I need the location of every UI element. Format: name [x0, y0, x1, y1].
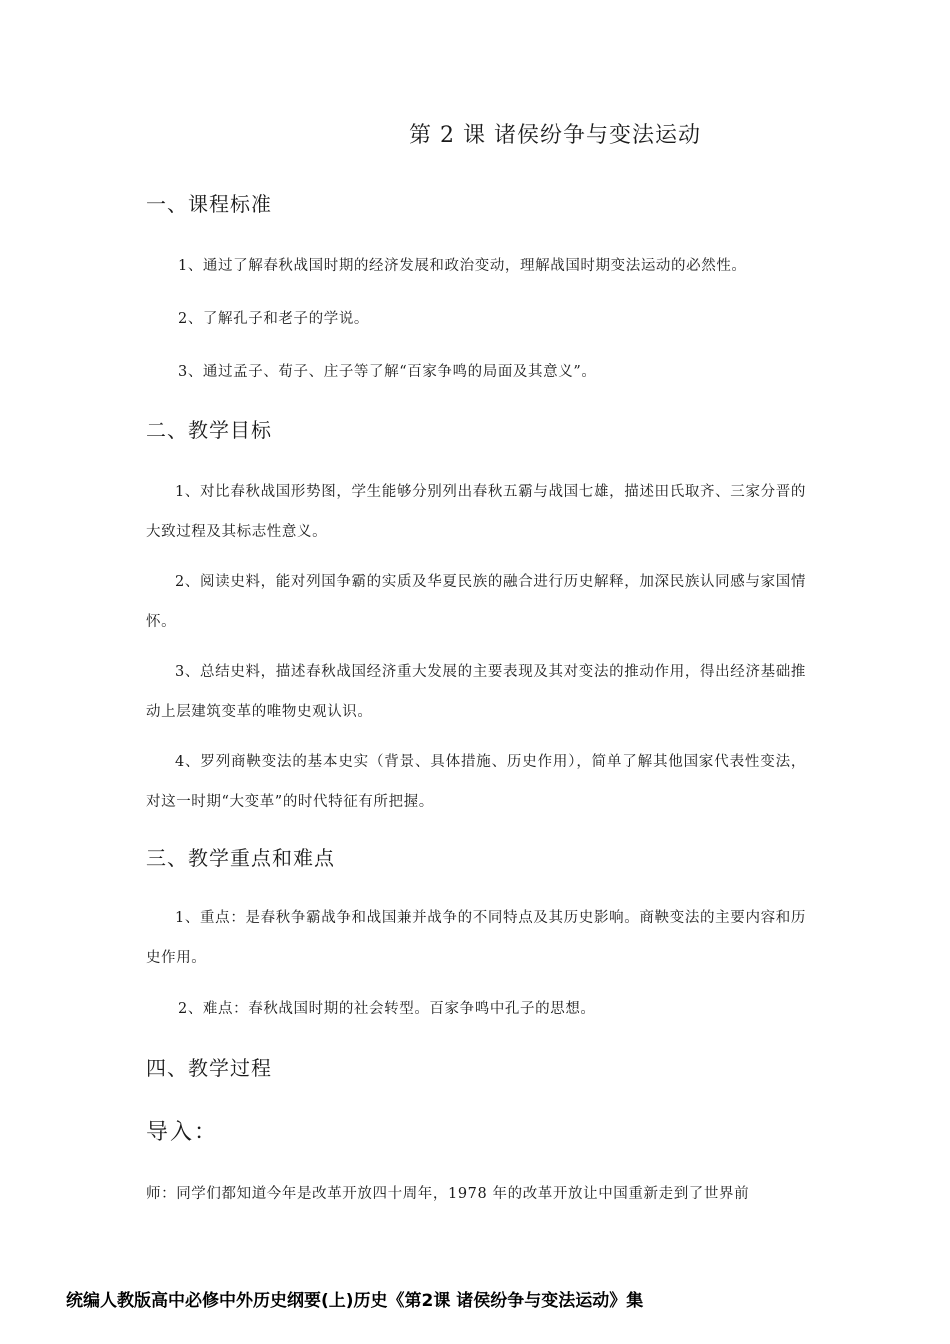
- section-heading-teaching-process: 四、教学过程: [146, 1056, 272, 1080]
- subheading-introduction: 导入：: [146, 1120, 219, 1145]
- footer-caption: 统编人教版高中必修中外历史纲要(上)历史《第2课 诸侯纷争与变法运动》集: [66, 1291, 644, 1311]
- paragraph: 1、对比春秋战国形势图，学生能够分别列出春秋五霸与战国七雄，描述田氏取齐、三家分晋的大致过程及其标志性意义。: [146, 484, 806, 540]
- paragraph: 2、难点：春秋战国时期的社会转型。百家争鸣中孔子的思想。: [178, 1001, 596, 1017]
- paragraph: 师：同学们都知道今年是改革开放四十周年，1978 年的改革开放让中国重新走到了世界前: [146, 1186, 750, 1202]
- section-heading-curriculum-standards: 一、课程标准: [146, 192, 272, 216]
- paragraph: 2、了解孔子和老子的学说。: [178, 311, 370, 327]
- paragraph: 3、通过孟子、荀子、庄子等了解“百家争鸣的局面及其意义”。: [178, 364, 597, 380]
- paragraph: 3、总结史料，描述春秋战国经济重大发展的主要表现及其对变法的推动作用，得出经济基础推动上层建筑变革的唯物史观认识。: [146, 664, 806, 720]
- paragraph: 1、通过了解春秋战国时期的经济发展和政治变动，理解战国时期变法运动的必然性。: [178, 258, 747, 274]
- section-heading-key-points: 三、教学重点和难点: [146, 846, 335, 870]
- paragraph: 1、重点：是春秋争霸战争和战国兼并战争的不同特点及其历史影响。商鞅变法的主要内容和历史作用。: [146, 910, 806, 966]
- page-title: 第 2 课 诸侯纷争与变法运动: [409, 123, 701, 148]
- section-heading-teaching-objectives: 二、教学目标: [146, 418, 272, 442]
- paragraph: 2、阅读史料，能对列国争霸的实质及华夏民族的融合进行历史解释，加深民族认同感与家国情怀。: [146, 574, 806, 630]
- paragraph: 4、罗列商鞅变法的基本史实（背景、具体措施、历史作用），简单了解其他国家代表性变法，对这一时期“大变革”的时代特征有所把握。: [146, 754, 806, 810]
